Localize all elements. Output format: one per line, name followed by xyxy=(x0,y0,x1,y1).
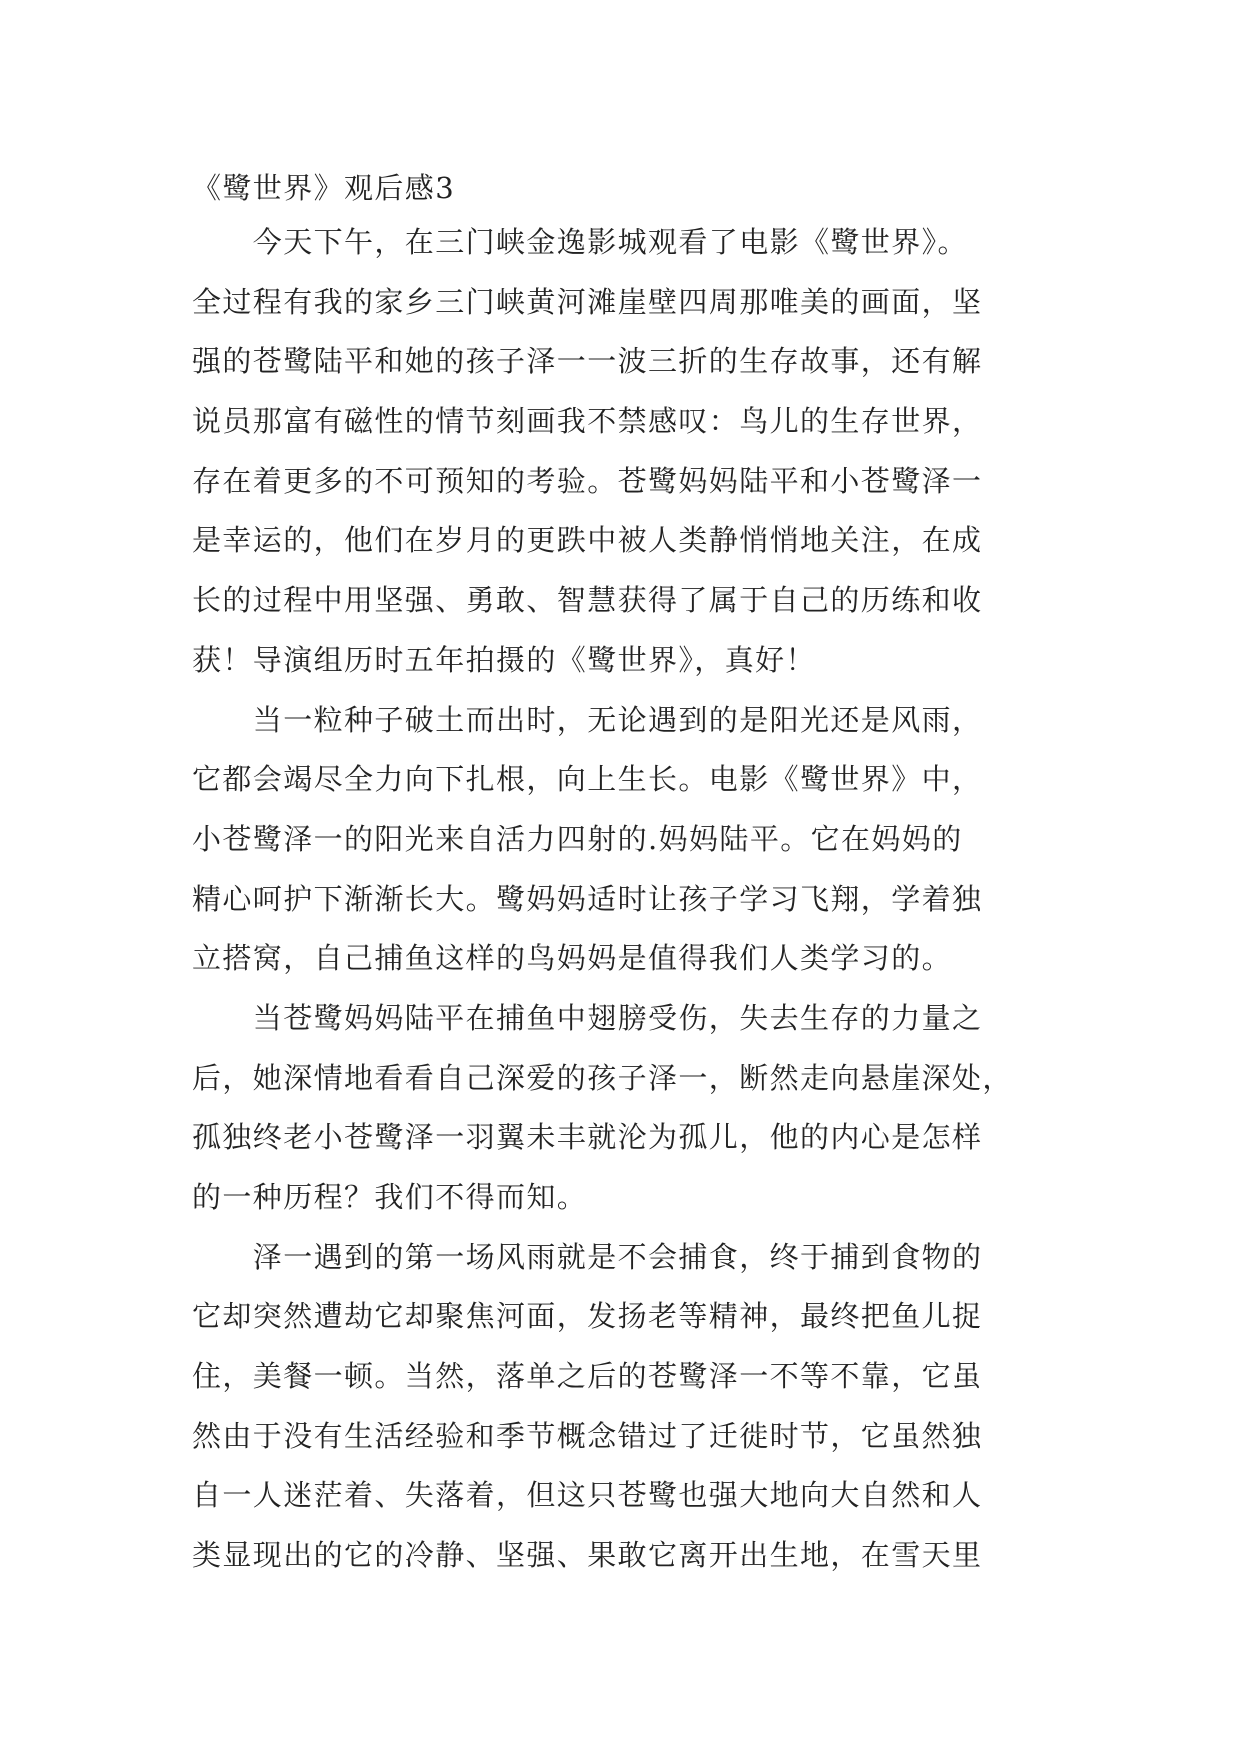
text-line: 的一种历程？我们不得而知。 xyxy=(192,1180,588,1214)
text-line: 当苍鹭妈妈陆平在捕鱼中翅膀受伤，失去生存的力量之 xyxy=(192,1000,983,1035)
document-body xyxy=(192,163,1062,1586)
text-line: 泽一遇到的第一场风雨就是不会捕食，终于捕到食物的 xyxy=(192,1239,983,1274)
paragraph-3 xyxy=(192,989,1062,1228)
text-line: 当一粒种子破土而出时，无论遇到的是阳光还是风雨， xyxy=(192,702,983,737)
text-line: 自一人迷茫着、失落着，但这只苍鹭也强大地向大自然和人 xyxy=(192,1478,983,1513)
text-line: 小苍鹭泽一的阳光来自活力四射的.妈妈陆平。它在妈妈的 xyxy=(192,821,963,856)
text-line: 精心呵护下渐渐长大。鹭妈妈适时让孩子学习飞翔，学着独 xyxy=(192,881,983,916)
text-line: 是幸运的，他们在岁月的更跌中被人类静悄悄地关注，在成 xyxy=(192,523,983,558)
paragraph-4 xyxy=(192,1228,1062,1586)
text-line: 类显现出的它的冷静、坚强、果敢它离开出生地，在雪天里 xyxy=(192,1538,983,1573)
text-line: 住，美餐一顿。当然，落单之后的苍鹭泽一不等不靠，它虽 xyxy=(192,1359,983,1394)
text-line: 它却突然遭劫它却聚焦河面，发扬老等精神，最终把鱼儿捉 xyxy=(192,1299,983,1334)
text-line: 存在着更多的不可预知的考验。苍鹭妈妈陆平和小苍鹭泽一 xyxy=(192,463,983,498)
text-line: 长的过程中用坚强、勇敢、智慧获得了属于自己的历练和收 xyxy=(192,583,983,618)
text-line: 获！导演组历时五年拍摄的《鹭世界》，真好！ xyxy=(192,642,816,677)
document-title: 《鹭世界》观后感3 xyxy=(192,171,456,205)
paragraph-1 xyxy=(192,213,1062,691)
paragraph-2 xyxy=(192,691,1062,989)
text-line: 后，她深情地看看自己深爱的孩子泽一，断然走向悬崖深处， xyxy=(192,1060,1013,1095)
text-line: 它都会竭尽全力向下扎根，向上生长。电影《鹭世界》中， xyxy=(192,762,983,797)
text-line: 说员那富有磁性的情节刻画我不禁感叹：鸟儿的生存世界， xyxy=(192,404,983,439)
text-line: 今天下午，在三门峡金逸影城观看了电影《鹭世界》。 xyxy=(192,225,968,259)
text-line: 强的苍鹭陆平和她的孩子泽一一波三折的生存故事，还有解 xyxy=(192,344,983,379)
text-line: 孤独终老小苍鹭泽一羽翼未丰就沦为孤儿，他的内心是怎样 xyxy=(192,1120,983,1155)
text-line: 立搭窝，自己捕鱼这样的鸟妈妈是值得我们人类学习的。 xyxy=(192,941,953,976)
text-line: 然由于没有生活经验和季节概念错过了迁徙时节，它虽然独 xyxy=(192,1418,983,1453)
text-line: 全过程有我的家乡三门峡黄河滩崖壁四周那唯美的画面，坚 xyxy=(192,284,983,319)
